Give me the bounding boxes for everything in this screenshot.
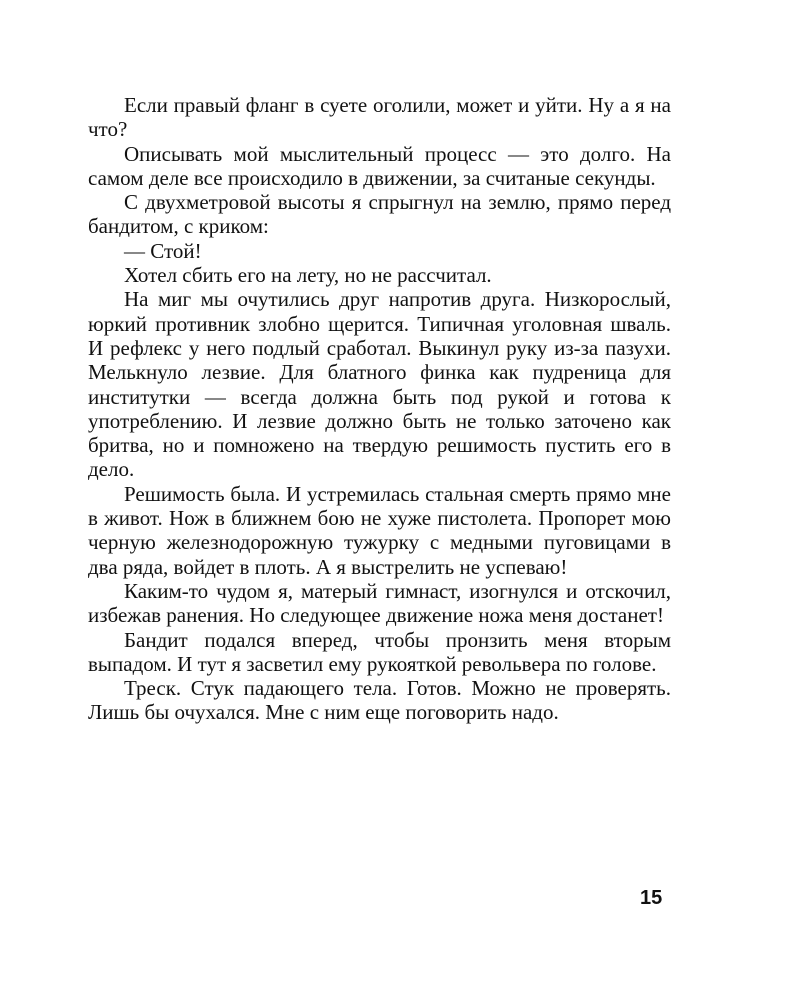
page-body [88, 93, 671, 725]
page-number: 15 [640, 887, 663, 909]
paragraph: Треск. Стук падающего тела. Готов. Можно не проверять. Лишь бы очухался. Мне с ним еще поговорить надо. [88, 676, 671, 725]
paragraph: Бандит подался вперед, чтобы пронзить меня вторым выпадом. И тут я засветил ему рукояткой револьвера по голове. [88, 627, 671, 676]
paragraph: Хотел сбить его на лету, но не рассчитал. [124, 263, 492, 288]
paragraph: — Стой! [124, 238, 202, 263]
paragraph: С двухметровой высоты я спрыгнул на землю, прямо перед бандитом, с криком: [88, 190, 671, 239]
paragraph: Каким-то чудом я, матерый гимнаст, изогнулся и отскочил, избежав ранения. Но следующее движение ножа меня достанет! [88, 578, 671, 628]
paragraph: Решимость была. И устремилась стальная смерть прямо мне в живот. Нож в ближнем бою не хуже пистолета. Пропорет мою черную железнодорожную тужурку с медными пуговицами в два ряда, войдет в плоть. А я выстрелить не успеваю! [88, 481, 671, 579]
paragraph: Если правый фланг в суете оголили, может и уйти. Ну а я на что? [88, 93, 671, 142]
paragraph: Описывать мой мыслительный процесс — это долго. На самом деле все происходило в движении, за считаные секунды. [88, 141, 671, 190]
paragraph: На миг мы очутились друг напротив друга. Низкорослый, юркий противник злобно щерится. Типичная уголовная шваль. И рефлекс у него подлый сработал. Выкинул руку из-за пазухи. Мелькнуло лезвие. Для блатного финка как пудреница для институтки — всегда должна быть под рукой и готова к употреблению. И лезвие должно быть не только заточено как бритва, но и помножено на твердую решимость пустить его в дело. [88, 287, 671, 482]
